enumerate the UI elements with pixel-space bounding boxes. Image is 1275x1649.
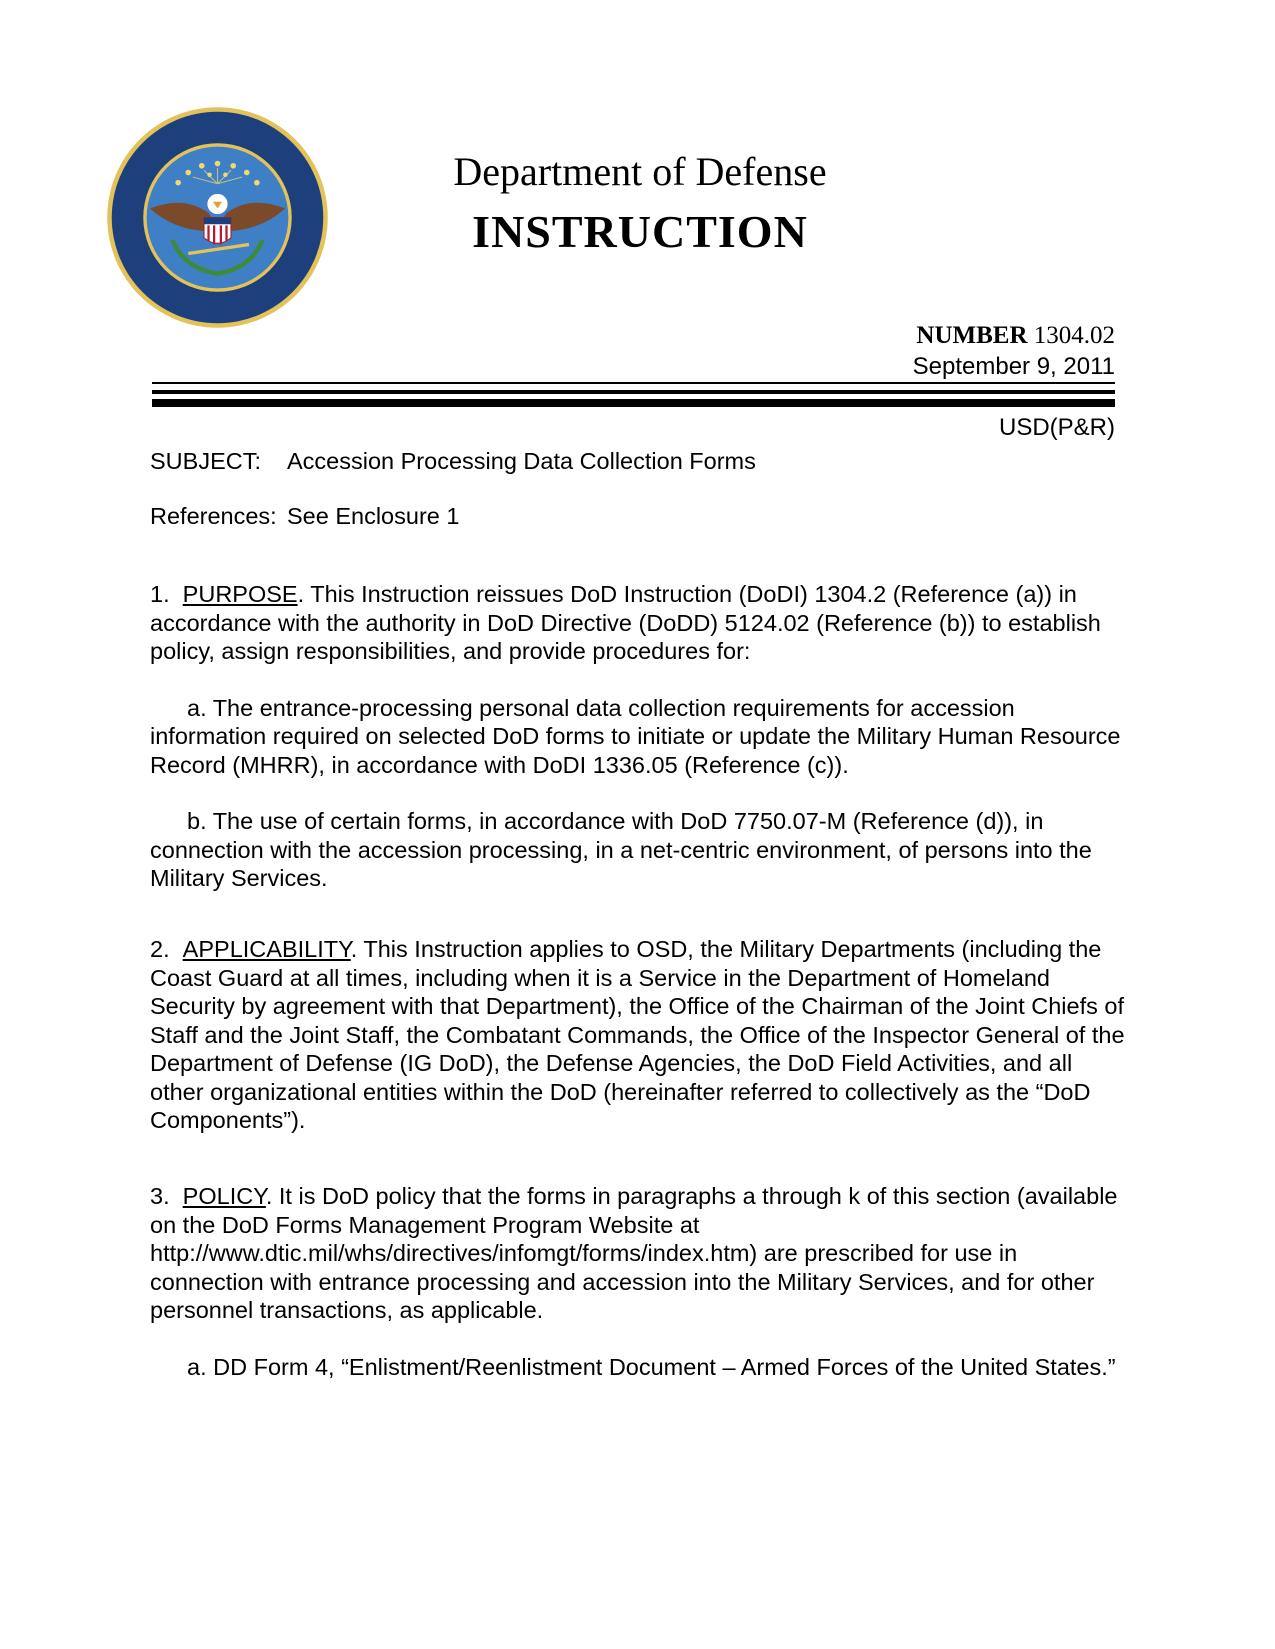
- header-rule-thick: [152, 399, 1115, 407]
- purpose-item-a: a. The entrance-processing personal data collection requirements for accession information required on selected DoD forms to initiate or update the Military Human Resource Record (MHRR), in accordance with DoDI 1336.05 (Reference (c)).: [150, 694, 1121, 778]
- section-text: . This Instruction reissues DoD Instruction (DoDI) 1304.2 (Reference (a)) in accordance with the authority in DoD Directive (DoDD) 5124.02 (Reference (b)) to establish policy, assign responsibilities, and provide procedures for:: [150, 581, 1101, 664]
- section-policy: [150, 1182, 1125, 1381]
- section-purpose: [150, 580, 1125, 893]
- section-text: . This Instruction applies to OSD, the Military Departments (including the Coast Guard at all times, including when it is a Service in the Department of Homeland Security by agreement with that Department), the Office of the Chairman of the Joint Chiefs of Staff and the Joint Staff, the Combatant Commands, the Office of the Inspector General of the Department of Defense (IG DoD), the Defense Agencies, the DoD Field Activities, and all other organizational entities within the DoD (hereinafter referred to collectively as the “DoD Components”).: [150, 936, 1125, 1133]
- subject-row: [150, 448, 756, 475]
- issuing-office: USD(P&R): [998, 414, 1115, 441]
- references-value: See Enclosure 1: [287, 503, 460, 529]
- subject-value: Accession Processing Data Collection Forms: [287, 448, 756, 474]
- applicability-paragraph: [150, 935, 1125, 1135]
- section-number: 2.: [150, 936, 170, 962]
- policy-paragraph: [150, 1182, 1125, 1325]
- section-heading: APPLICABILITY: [182, 936, 351, 962]
- section-text: . It is DoD policy that the forms in paragraphs a through k of this section (available on the DoD Forms Management Program Website at http://www.dtic.mil/whs/directives/infomgt/forms/index.htm) are prescribed for use in connection with entrance processing and accession into the Military Services, and for other personnel transactions, as applicable.: [150, 1183, 1118, 1323]
- section-applicability: [150, 935, 1125, 1135]
- document-type-title: INSTRUCTION: [472, 206, 808, 257]
- header-rule-medium: [152, 390, 1115, 394]
- purpose-paragraph: [150, 580, 1125, 666]
- dod-seal-icon: [105, 105, 330, 330]
- references-label: References:: [150, 503, 277, 529]
- purpose-item-b: b. The use of certain forms, in accordance with DoD 7750.07-M (Reference (d)), in connection with the accession processing, in a net-centric environment, of persons into the Military Services.: [150, 808, 1092, 891]
- section-number: 1.: [150, 581, 170, 607]
- agency-name: Department of Defense: [453, 149, 827, 194]
- section-heading: POLICY: [182, 1183, 266, 1209]
- instruction-number: [916, 322, 1115, 350]
- subject-label: SUBJECT:: [150, 448, 261, 474]
- section-number: 3.: [150, 1183, 170, 1209]
- references-row: [150, 503, 459, 530]
- issue-date: September 9, 2011: [912, 353, 1115, 380]
- number-value: 1304.02: [1033, 322, 1115, 349]
- section-heading: PURPOSE: [182, 581, 298, 607]
- number-label: NUMBER: [916, 322, 1028, 349]
- policy-item-a: a. DD Form 4, “Enlistment/Reenlistment Document – Armed Forces of the United States.”: [187, 1353, 1116, 1380]
- header-rule-thin: [152, 382, 1115, 384]
